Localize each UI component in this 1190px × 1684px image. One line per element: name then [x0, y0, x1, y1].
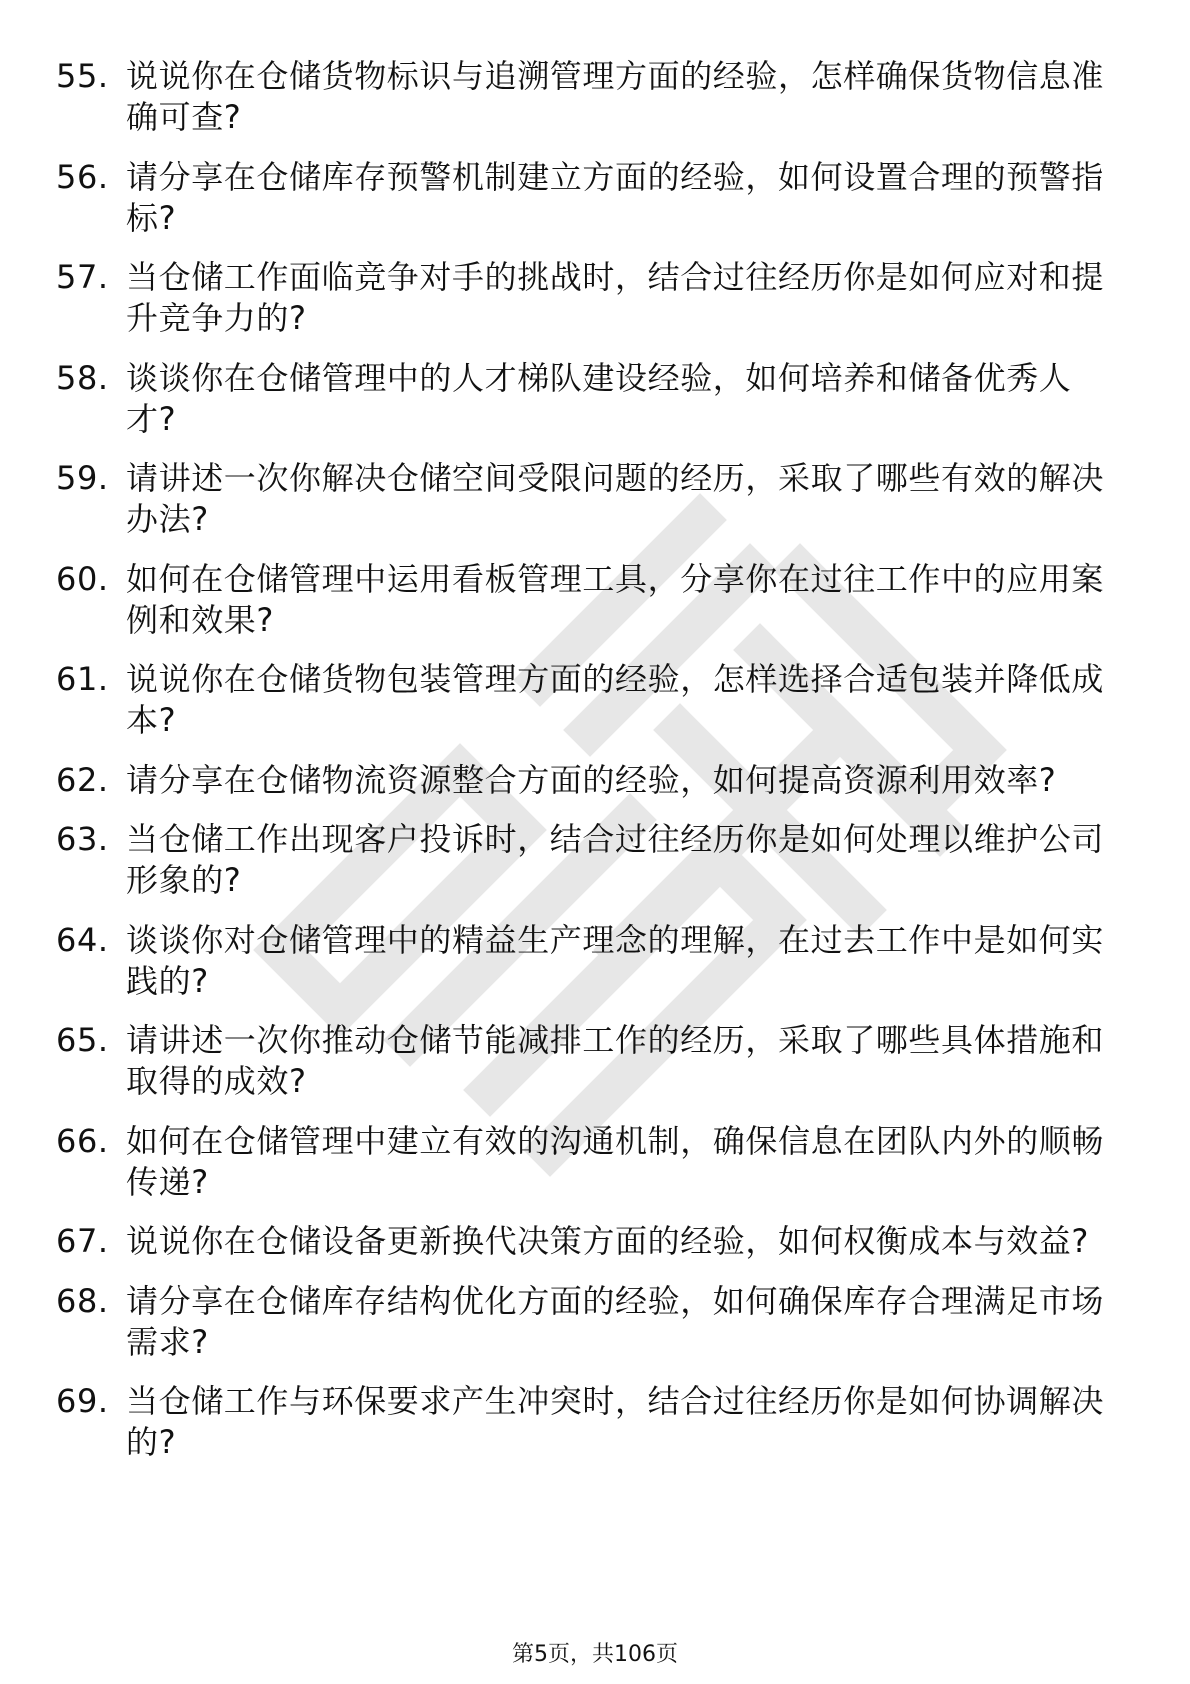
question-number: 62.: [56, 760, 109, 799]
question-list: [56, 56, 1116, 1482]
question-text: 说说你在仓储货物包装管理方面的经验，怎样选择合适包装并降低成本?: [126, 660, 1105, 739]
question-text: 说说你在仓储货物标识与追溯管理方面的经验，怎样确保货物信息准确可查?: [126, 57, 1105, 136]
question-text: 当仓储工作面临竞争对手的挑战时，结合过往经历你是如何应对和提升竞争力的?: [126, 258, 1105, 337]
list-item: [56, 1281, 1116, 1363]
list-item: [56, 358, 1116, 440]
question-number: 67.: [56, 1222, 109, 1260]
question-text: 谈谈你在仓储管理中的人才梯队建设经验，如何培养和储备优秀人才?: [126, 358, 1072, 438]
list-item: [56, 819, 1116, 901]
question-number: 58.: [56, 358, 109, 397]
question-number: 61.: [56, 660, 109, 698]
page-footer: 第5页，共106页: [512, 1642, 678, 1667]
question-text: 当仓储工作出现客户投诉时，结合过往经历你是如何处理以维护公司形象的?: [126, 820, 1105, 899]
question-text: 请讲述一次你推动仓储节能减排工作的经历，采取了哪些具体措施和取得的成效?: [126, 1021, 1105, 1100]
question-number: 66.: [56, 1121, 109, 1160]
question-number: 69.: [56, 1382, 109, 1420]
list-item: [56, 760, 1116, 801]
question-text: 请讲述一次你解决仓储空间受限问题的经历，采取了哪些有效的解决办法?: [126, 459, 1105, 538]
list-item: [56, 56, 1116, 138]
list-item: [56, 1381, 1116, 1463]
question-text: 说说你在仓储设备更新换代决策方面的经验，如何权衡成本与效益?: [126, 1222, 1089, 1260]
list-item: [56, 458, 1116, 540]
list-item: [56, 1121, 1116, 1203]
question-text: 请分享在仓储库存结构优化方面的经验，如何确保库存合理满足市场需求?: [126, 1281, 1105, 1361]
list-item: [56, 157, 1116, 239]
question-text: 请分享在仓储库存预警机制建立方面的经验，如何设置合理的预警指标?: [126, 157, 1105, 237]
question-number: 57.: [56, 258, 109, 296]
list-item: [56, 920, 1116, 1002]
question-number: 68.: [56, 1281, 109, 1320]
list-item: [56, 659, 1116, 741]
list-item: [56, 1221, 1116, 1262]
question-text: 如何在仓储管理中运用看板管理工具，分享你在过往工作中的应用案例和效果?: [126, 559, 1105, 639]
question-text: 谈谈你对仓储管理中的精益生产理念的理解，在过去工作中是如何实践的?: [126, 920, 1105, 1000]
list-item: [56, 1020, 1116, 1102]
question-number: 64.: [56, 920, 109, 959]
question-number: 59.: [56, 459, 109, 497]
question-number: 56.: [56, 157, 109, 196]
question-number: 60.: [56, 559, 109, 598]
question-number: 55.: [56, 57, 109, 95]
list-item: [56, 257, 1116, 339]
list-item: [56, 559, 1116, 641]
question-text: 当仓储工作与环保要求产生冲突时，结合过往经历你是如何协调解决的?: [126, 1382, 1105, 1461]
question-text: 如何在仓储管理中建立有效的沟通机制，确保信息在团队内外的顺畅传递?: [126, 1121, 1105, 1201]
question-number: 63.: [56, 820, 109, 858]
question-text: 请分享在仓储物流资源整合方面的经验，如何提高资源利用效率?: [126, 760, 1057, 799]
question-number: 65.: [56, 1021, 109, 1059]
